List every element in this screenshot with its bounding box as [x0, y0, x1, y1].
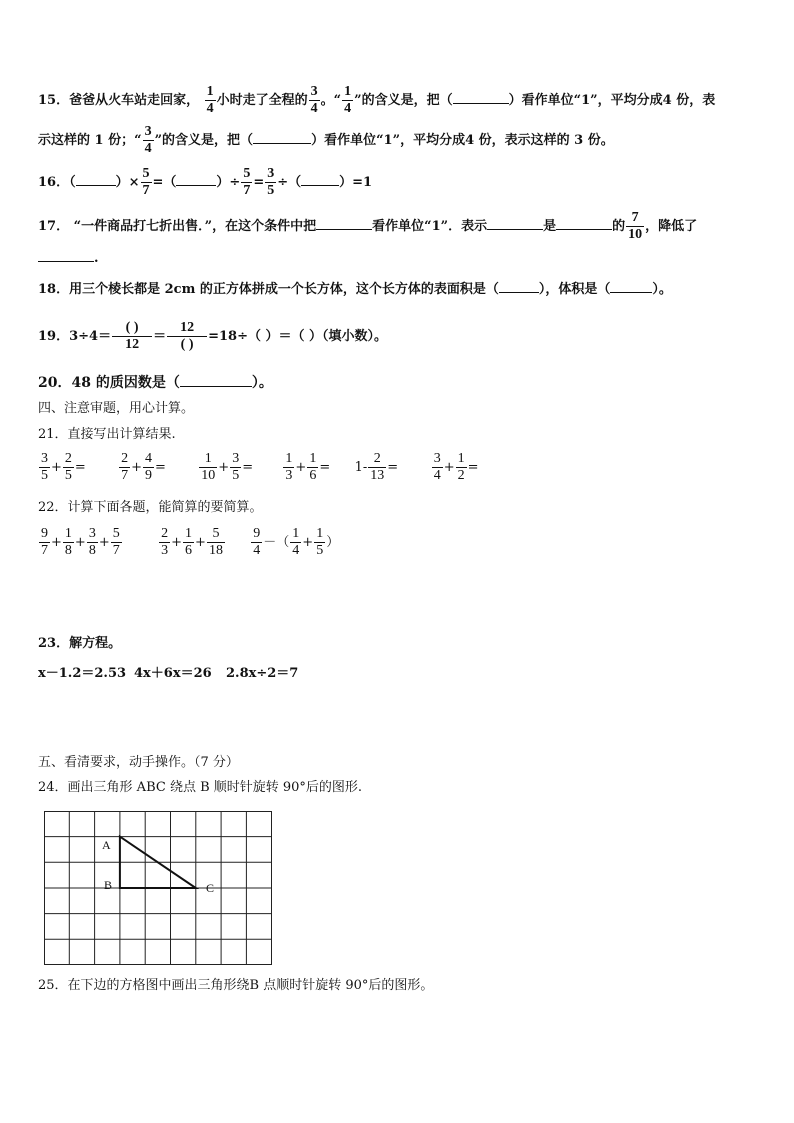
equation-1: x－1.2＝2.53: [38, 666, 127, 681]
q25-title: 25．在下边的方格图中画出三角形绕B 点顺时针旋转 90°后的图形。: [38, 978, 434, 993]
fraction-7-10: $\frac{7}{10}$: [628, 210, 643, 242]
fraction-1-4b: $\frac{1}{4}$: [344, 84, 352, 116]
q22-expr-3: $\frac{9}{4}$ －（ $\frac{1}{4}$ + $\frac{1}{5}$ ）: [253, 526, 340, 558]
answer-blank[interactable]: [76, 185, 116, 186]
answer-blank[interactable]: [176, 185, 216, 186]
q22-expr-2: $\frac{2}{3}$ + $\frac{1}{6}$ + $\frac{5}{18}$: [161, 526, 223, 558]
answer-blank[interactable]: [453, 103, 509, 104]
q22-expr-1: $\frac{9}{7}$ + $\frac{1}{8}$ + $\frac{3}{8}$ + $\frac{5}{7}$: [41, 526, 120, 558]
q21-item-3: $\frac{1}{10}$ + $\frac{3}{5}$ =: [201, 451, 254, 483]
q15-line1: 15．爸爸从火车站走回家， $\frac{1}{4}$ 小时走了全程的 $\frac{3}{4}$ 。“ $\frac{1}{4}$ ”的含义是，把（ ）看作单位“1”，平均分成4 份，表: [38, 84, 716, 116]
section-4-heading: 四、注意审题，用心计算。: [38, 401, 195, 416]
answer-blank[interactable]: [253, 143, 311, 144]
q21-item-6: $\frac{3}{4}$ + $\frac{1}{2}$ =: [433, 451, 479, 483]
section-5-heading: 五、看清要求，动手操作。（7 分）: [38, 755, 239, 770]
q15-line2: 示这样的 1 份；“ $\frac{3}{4}$ ”的含义是，把（ ）看作单位“1”，平均分成4 份，表示这样的 3 份。: [38, 124, 614, 156]
q18: 18．用三个棱长都是 2cm 的正方体拼成一个长方体，这个长方体的表面积是（ ），体积是（ ）。: [38, 282, 672, 297]
equation-2: 4x＋6x＝26: [134, 666, 212, 681]
q16: 16．（ ）× $\frac{5}{7}$ =（ ）÷ $\frac{5}{7}$ = $\frac{3}{5}$ ÷（ ）=1: [38, 166, 373, 198]
q22-title: 22．计算下面各题，能简算的要简算。: [38, 500, 263, 515]
answer-blank[interactable]: [38, 261, 94, 262]
equation-3: 2.8x÷2＝7: [226, 666, 299, 681]
answer-blank[interactable]: [301, 185, 339, 186]
fraction-1-4: $\frac{1}{4}$: [206, 84, 214, 116]
answer-blank[interactable]: [180, 386, 252, 387]
point-label-c: C: [206, 881, 215, 895]
grid-svg: [44, 811, 272, 965]
fraction-5-7b: $\frac{5}{7}$: [243, 166, 251, 198]
fraction-3-5: $\frac{3}{5}$: [267, 166, 275, 198]
q21-item-2: $\frac{2}{7}$ + $\frac{4}{9}$ =: [121, 451, 166, 483]
q23-equations: [38, 665, 298, 683]
answer-blank[interactable]: [499, 292, 539, 293]
q19: 19．3÷4＝ $\frac{( )}{12}$ ＝ $\frac{12}{( )}$ =18÷（ ）＝（ ）（填小数）。: [38, 320, 388, 352]
answer-blank[interactable]: [610, 292, 652, 293]
q21-item-5: 1- $\frac{2}{13}$ =: [354, 451, 399, 483]
q21-items: [38, 451, 491, 484]
q17-line2: .: [38, 250, 99, 268]
q21-item-1: $\frac{3}{5}$ + $\frac{2}{5}$ =: [41, 451, 86, 483]
point-label-a: A: [102, 838, 111, 852]
q24-title: 24．画出三角形 ABC 绕点 B 顺时针旋转 90°后的图形.: [38, 780, 363, 795]
answer-blank[interactable]: [316, 229, 372, 230]
fraction-blank-12: $\frac{( )}{12}$: [112, 320, 152, 353]
answer-blank[interactable]: [556, 229, 612, 230]
q23-title: 23．解方程。: [38, 636, 122, 651]
q17-line1: 17． “一件商品打七折出售．”，在这个条件中把 看作单位“1”．表示 是 的 $\frac{7}{10}$ ，降低了: [38, 210, 698, 242]
q21-title: 21．直接写出计算结果.: [38, 427, 176, 442]
q20: 20．48 的质因数是（ ）。: [38, 375, 273, 391]
fraction-12-blank: $\frac{12}{( )}$: [167, 320, 207, 353]
answer-blank[interactable]: [487, 229, 543, 230]
point-label-b: B: [104, 878, 113, 892]
grid-figure[interactable]: [44, 811, 272, 965]
q21-item-4: $\frac{1}{3}$ + $\frac{1}{6}$ =: [285, 451, 331, 483]
fraction-5-7: $\frac{5}{7}$: [142, 166, 150, 198]
q15-number: 15．: [38, 93, 70, 108]
fraction-3-4c: $\frac{3}{4}$: [144, 124, 152, 156]
q22-items: [38, 526, 339, 559]
fraction-3-4: $\frac{3}{4}$: [310, 84, 318, 116]
